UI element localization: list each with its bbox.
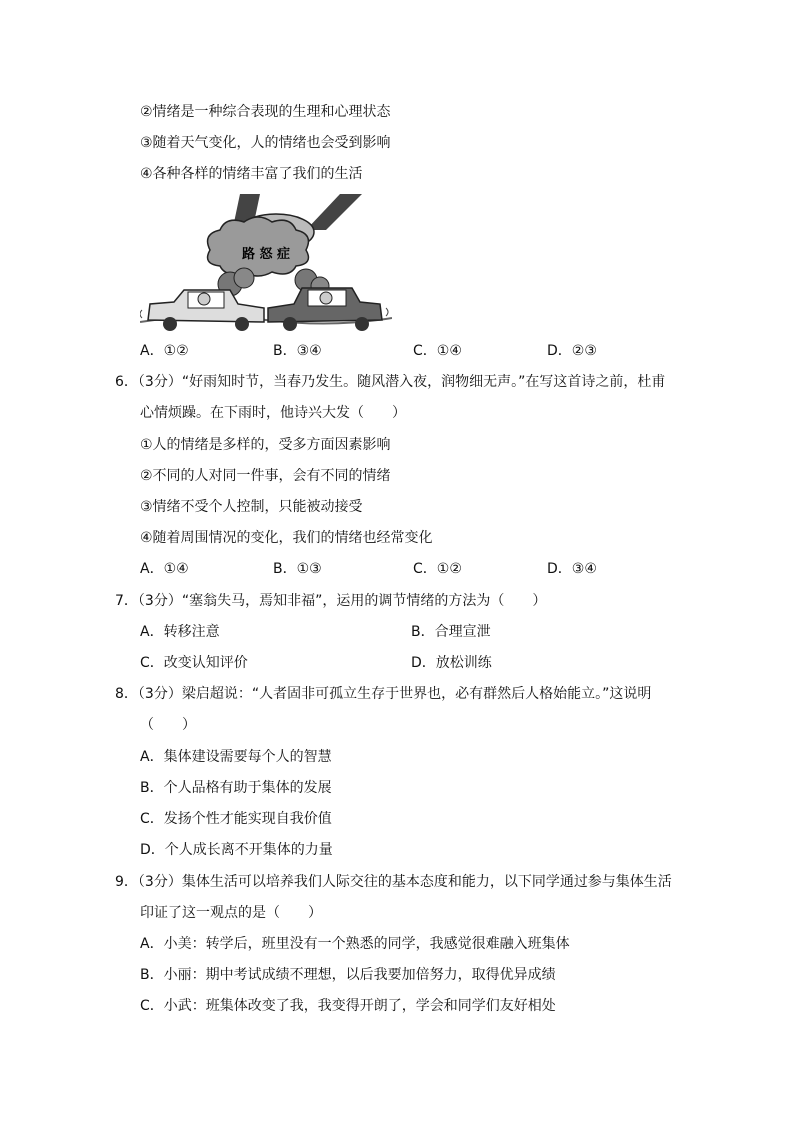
q9-option-b: B．小丽：期中考试成绩不理想，以后我要加倍努力，取得优异成绩 [140, 967, 556, 983]
road-rage-cartoon [140, 192, 392, 332]
q8-option-a: A．集体建设需要每个人的智慧 [140, 749, 332, 765]
q9-option-a: A．小美：转学后，班里没有一个熟悉的同学，我感觉很难融入班集体 [140, 936, 570, 952]
q6-option-a: A．①④ [140, 561, 189, 577]
road-rage-cartoon-drawing [140, 192, 392, 332]
q7-option-a: A．转移注意 [140, 624, 220, 640]
q7-option-d: D．放松训练 [411, 655, 492, 671]
q6-statement-1: ①人的情绪是多样的，受多方面因素影响 [140, 437, 391, 453]
q6-option-c: C．①② [413, 561, 462, 577]
q8-stem-line-1: 8．（3分）梁启超说：“人者固非可孤立生存于世界也，必有群然后人格始能立。”这说明 [115, 686, 652, 702]
q9-option-c: C．小武：班集体改变了我，我变得开朗了，学会和同学们友好相处 [140, 998, 556, 1014]
q5-statement-4: ④各种各样的情绪丰富了我们的生活 [140, 166, 363, 182]
q6-option-d: D．③④ [547, 561, 597, 577]
q5-option-c: C．①④ [413, 343, 462, 359]
q5-statement-2: ②情绪是一种综合表现的生理和心理状态 [140, 104, 391, 120]
q5-option-b: B．③④ [273, 343, 322, 359]
q5-statement-3: ③随着天气变化，人的情绪也会受到影响 [140, 135, 391, 151]
q9-stem-line-2: 印证了这一观点的是（ ） [140, 905, 322, 921]
road-rage-sign-text: 路 怒 症 [241, 247, 291, 262]
q7-option-c: C．改变认知评价 [140, 655, 248, 671]
q6-stem-line-2: 心情烦躁。在下雨时，他诗兴大发（ ） [140, 405, 406, 421]
q5-option-d: D．②③ [547, 343, 597, 359]
q6-statement-3: ③情绪不受个人控制，只能被动接受 [140, 499, 363, 515]
q6-statement-4: ④随着周围情况的变化，我们的情绪也经常变化 [140, 530, 433, 546]
q8-option-b: B．个人品格有助于集体的发展 [140, 780, 332, 796]
q7-option-b: B．合理宣泄 [411, 624, 491, 640]
q5-option-a: A．①② [140, 343, 189, 359]
q6-option-b: B．①③ [273, 561, 322, 577]
q7-stem: 7．（3分）“塞翁失马，焉知非福”，运用的调节情绪的方法为（ ） [115, 593, 547, 609]
q6-statement-2: ②不同的人对同一件事，会有不同的情绪 [140, 468, 391, 484]
q8-option-c: C．发扬个性才能实现自我价值 [140, 811, 332, 827]
q8-stem-line-2: （ ） [140, 717, 196, 733]
q8-option-d: D．个人成长离不开集体的力量 [140, 842, 333, 858]
q9-stem-line-1: 9．（3分）集体生活可以培养我们人际交往的基本态度和能力，以下同学通过参与集体生活 [115, 874, 672, 890]
q6-stem-line-1: 6．（3分）“好雨知时节，当春乃发生。随风潜入夜，润物细无声。”在写这首诗之前，杜甫 [115, 374, 666, 390]
